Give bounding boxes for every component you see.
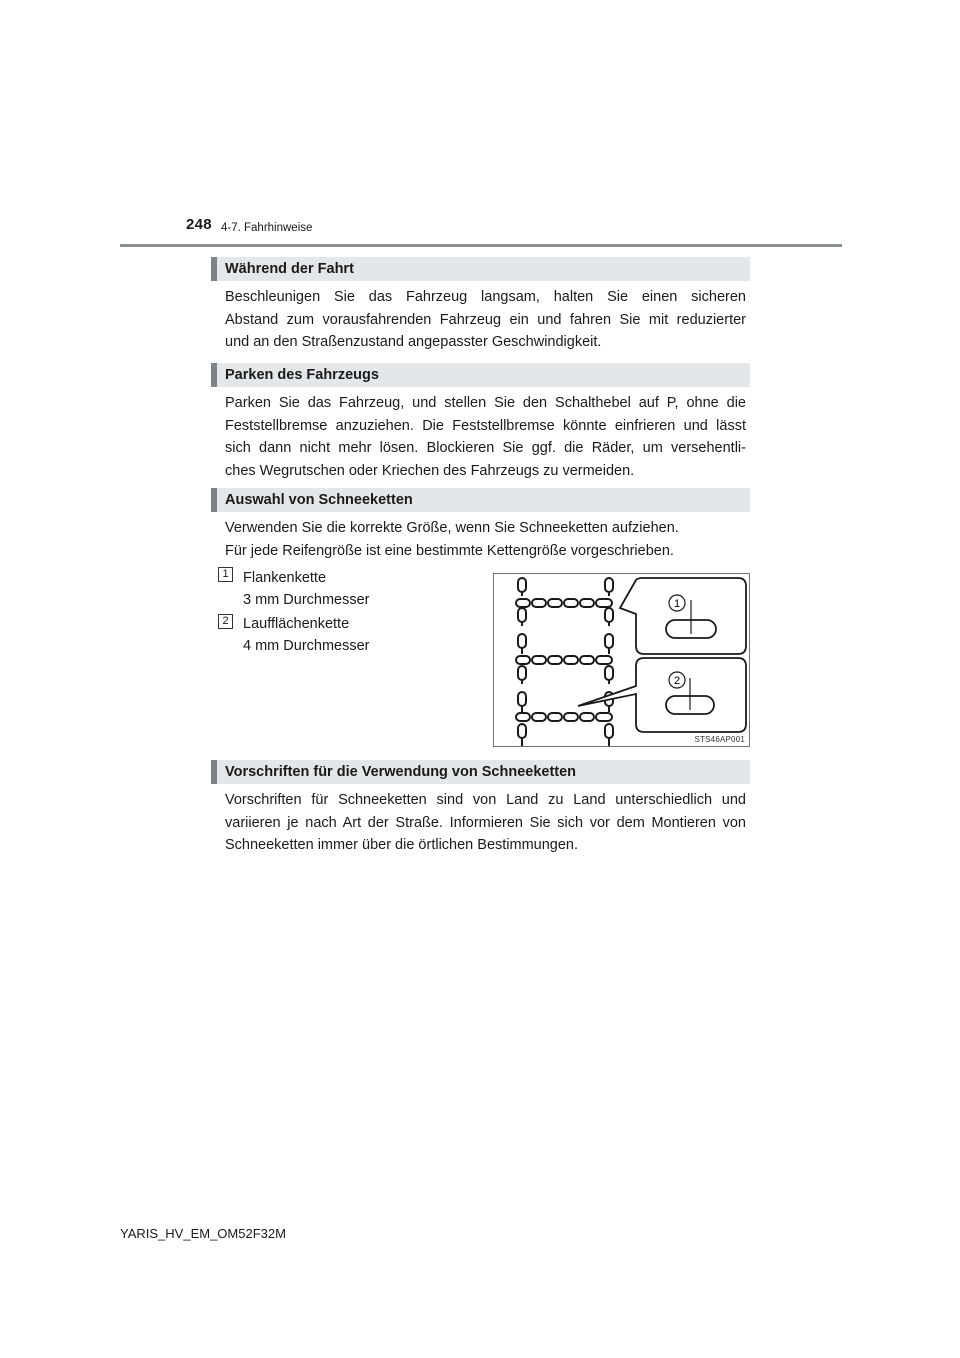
paragraph-auswahl-schneeketten [225,517,746,562]
text-line: variieren je nach Art der Straße. Informieren Sie sich vor dem Montieren von [225,814,746,831]
text-line: Parken Sie das Fahrzeug, und stellen Sie den Schalthebel auf P, ohne die [225,395,746,411]
detail-callout-1 [620,578,746,654]
tread-chain-middle [516,656,612,664]
text-line: Für jede Reifengröße ist eine bestimmte Kettengröße vorgeschrieben. [225,542,674,559]
snow-chain-illustration [493,573,750,747]
heading-parken: Parken des Fahrzeugs [211,363,750,387]
text-line: Verwenden Sie die korrekte Größe, wenn Sie Schneeketten aufziehen. [225,520,679,536]
paragraph-parken [225,392,746,482]
figure-code: STS46AP001 [694,735,745,744]
text-line: Feststellbremse anzuziehen. Die Feststellbremse könnte einfrieren und lässt [225,417,746,434]
item-size: 3 mm Durchmesser [243,592,370,608]
header-divider [120,244,842,247]
heading-vorschriften-schneeketten: Vorschriften für die Verwendung von Schneeketten [211,760,750,784]
page-number: 248 [186,216,212,233]
text-line: Beschleunigen Sie das Fahrzeug langsam, halten Sie einen sicheren [225,289,746,305]
list-item-flankenkette [243,567,370,611]
callout-number: 1 [673,598,681,610]
text-line: sich dann nicht mehr lösen. Blockieren Sie ggf. die Räder, um versehentli- [225,440,746,456]
text-line: Schneeketten immer über die örtlichen Bestimmungen. [225,837,579,853]
text-line: ches Wegrutschen oder Kriechen des Fahrzeugs zu vermeiden. [225,462,635,479]
item-number-badge: 2 [218,614,233,629]
paragraph-waehrend-der-fahrt [225,286,746,354]
chapter-label: 4-7. Fahrhinweise [221,222,313,234]
tread-chain-top [516,599,612,607]
item-size: 4 mm Durchmesser [243,638,370,654]
heading-waehrend-der-fahrt: Während der Fahrt [211,257,750,281]
paragraph-vorschriften-schneeketten [225,789,746,857]
text-line: und an den Straßenzustand angepasster Geschwindigkeit. [225,334,602,350]
item-name: Flankenkette [243,570,327,586]
callout-number: 2 [673,675,681,687]
heading-auswahl-schneeketten: Auswahl von Schneeketten [211,488,750,512]
text-line: Abstand zum vorausfahrenden Fahrzeug ein und fahren Sie mit reduzierter [225,311,746,328]
tread-chain-bottom [516,713,612,721]
list-item-laufflaechenkette [243,613,370,657]
text-line: Vorschriften für Schneeketten sind von Land zu Land unterschiedlich und [225,792,746,808]
snow-chain-drawing [494,574,751,748]
document-code: YARIS_HV_EM_OM52F32M [120,1226,286,1241]
item-number-badge: 1 [218,567,233,582]
item-name: Laufflächenkette [243,616,350,632]
